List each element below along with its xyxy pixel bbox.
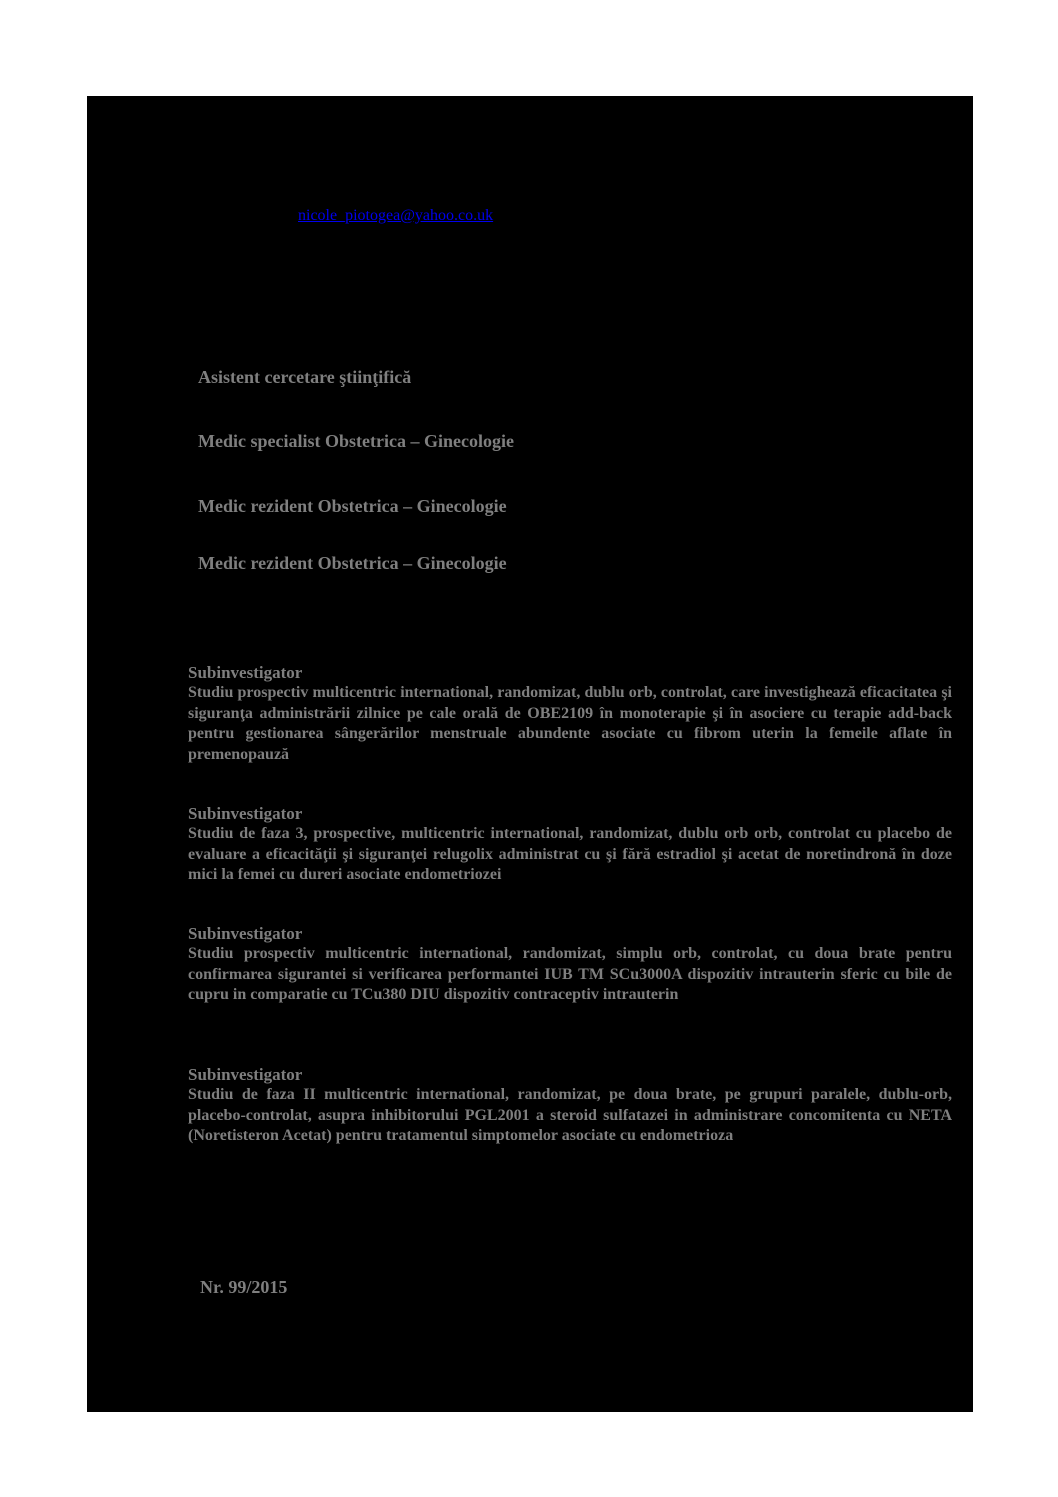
study-description: Studiu prospectiv multicentric international, randomizat, simplu orb, controlat, cu doua brate pentru confirmarea sigurantei si verificarea performantei IUB TM SCu3000A dispozitiv intrauterin sferic cu bile de cupru in comparatie cu TCu380 DIU dispozitiv contraceptiv intrauterin	[188, 945, 952, 1004]
study-entry	[188, 803, 952, 886]
study-entry	[188, 923, 952, 1006]
study-role: Subinvestigator	[188, 663, 303, 682]
study-role: Subinvestigator	[188, 804, 303, 823]
study-entry	[188, 662, 952, 766]
document-number: Nr. 99/2015	[200, 1277, 288, 1297]
study-description: Studiu prospectiv multicentric international, randomizat, dublu orb, controlat, care investighează eficacitatea şi siguranţa administrării zilnice pe cale orală de OBE2109 în monoterapie şi în asociere cu terapie add-back pentru gestionarea sângerărilor menstruale abundente asociate cu fibrom uterin la femeile aflate în premenopauză	[188, 684, 952, 764]
study-description: Studiu de faza II multicentric international, randomizat, pe doua brate, pe grupuri paralele, dublu-orb, placebo-controlat, asupra inhibitorului PGL2001 a steroid sulfatazei in administrare concomitenta cu NETA (Noretisteron Acetat) pentru tratamentul simptomelor asociate cu endometrioza	[188, 1086, 952, 1145]
position-title: Medic rezident Obstetrica – Ginecologie	[198, 496, 507, 516]
study-role: Subinvestigator	[188, 1065, 303, 1084]
position-title: Medic rezident Obstetrica – Ginecologie	[198, 553, 507, 573]
position-title: Asistent cercetare ştiinţifică	[198, 367, 412, 387]
study-entry	[188, 1064, 952, 1147]
position-title: Medic specialist Obstetrica – Ginecologie	[198, 431, 514, 451]
email-link[interactable]: nicole_piotogea@yahoo.co.uk	[298, 207, 494, 224]
study-role: Subinvestigator	[188, 924, 303, 943]
study-description: Studiu de faza 3, prospective, multicentric international, randomizat, dublu orb orb, controlat cu placebo de evaluare a eficacităţii şi siguranţei relugolix administrat cu şi fără estradiol şi acetat de noretindronă în doze mici la femei cu dureri asociate endometriozei	[188, 825, 952, 884]
